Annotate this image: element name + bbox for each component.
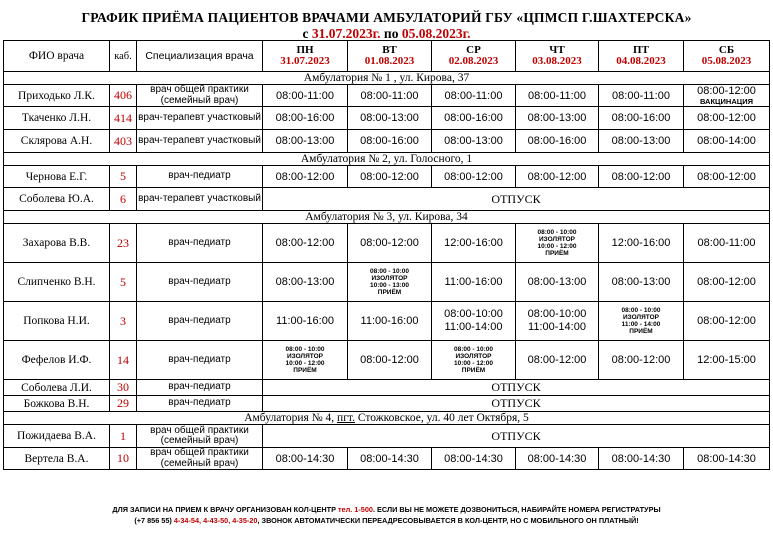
time-range: 08:00 - 10:00 [285,346,325,353]
section-title-part: пгт. [337,412,355,424]
doctor-row [4,302,770,341]
time-cell: 08:00-12:00 [684,302,770,341]
room-number: 23 [110,224,137,263]
specialization: врач общей практики (семейный врач) [137,448,263,470]
doctor-name: Склярова А.Н. [4,130,110,153]
footer-line-1 [0,505,773,515]
doctor-row [4,188,770,211]
time-cell: 08:00-12:00 [684,166,770,188]
time-cell: 08:00-13:00 [516,263,599,302]
time-range: 08:00 - 10:00 [537,229,577,236]
time-cell: 08:00-13:00 [263,130,348,153]
call-center-phone: тел. 1-500 [337,505,373,514]
page-title: ГРАФИК ПРИЁМА ПАЦИЕНТОВ ВРАЧАМИ АМБУЛАТОРИЙ ГБУ «ЦПМСП Г.ШАХТЕРСКА» [81,10,692,25]
time-cell: 08:00-12:00 [348,341,432,380]
time-cell: 08:00-12:00 [599,341,684,380]
doctor-name: Попкова Н.И. [4,302,110,341]
time-cell: 08:00-14:00 [684,130,770,153]
time-cell: 08:00-12:00 [516,341,599,380]
room-number: 14 [110,341,137,380]
reception-label: ПРИЁМ [629,328,653,335]
time-cell: 08:00-13:00 [263,263,348,302]
time-range: 08:00-12:00 [697,84,756,97]
room-number: 5 [110,166,137,188]
time-cell [348,263,432,302]
doctor-name: Соболева Л.И. [4,380,110,396]
time-cell: 08:00-12:00 [516,166,599,188]
time-range: 11:00-14:00 [444,321,503,333]
doctor-name: Захарова В.В. [4,224,110,263]
header-room: каб. [110,41,137,72]
header-row [4,41,770,72]
time-cell: 11:00-16:00 [263,302,348,341]
isolator-label: ИЗОЛЯТОР [623,314,659,321]
time-cell: 08:00-16:00 [599,107,684,130]
time-cell: 12:00-15:00 [684,341,770,380]
footer-line-2 [0,516,773,526]
time-cell: 08:00-11:00 [516,85,599,107]
time-cell: 08:00-12:00 [263,224,348,263]
time-range: 10:00 - 12:00 [537,243,577,250]
header-day: ВТ 01.08.2023 [348,41,432,72]
specialization: врач-терапевт участковый [137,107,263,130]
specialization: врач общей практики (семейный врач) [137,425,263,448]
header-name: ФИО врача [4,41,110,72]
section-title: Амбулатория № 3, ул. Кирова, 34 [4,211,770,224]
room-number: 406 [110,85,137,107]
footer-text: , ЗВОНОК АВТОМАТИЧЕСКИ ПЕРЕАДРЕСОВЫВАЕТСЯ В КОЛ-ЦЕНТР, НО С МОБИЛЬНОГО ОН ПЛАТНЫЙ! [257,516,639,525]
doctor-name: Ткаченко Л.Н. [4,107,110,130]
specialization: врач общей практики (семейный врач) [137,85,263,107]
time-cell: 08:00-12:00 [599,166,684,188]
specialization: врач-педиатр [137,341,263,380]
section-row [4,72,770,85]
period-from-word: с [302,26,309,41]
doctor-row [4,130,770,153]
time-cell [263,341,348,380]
doctor-row [4,107,770,130]
time-cell: 08:00-12:00 [432,166,516,188]
room-number: 6 [110,188,137,211]
time-cell: 08:00-14:30 [348,448,432,470]
specialization: врач-педиатр [137,396,263,412]
section-row [4,211,770,224]
doctor-row [4,448,770,470]
section-title-part: Стожковское, ул. 40 лет Октября, 5 [354,412,529,424]
doctor-row [4,224,770,263]
time-cell: 08:00-13:00 [599,263,684,302]
time-range: 08:00-10:00 [444,308,503,320]
time-cell: 08:00-14:30 [263,448,348,470]
specialization: врач-терапевт участковый [137,130,263,153]
time-cell: 08:00-12:00 [348,224,432,263]
time-range: 11:00 - 14:00 [621,321,661,328]
reception-label: ПРИЁМ [461,367,486,374]
doctor-row [4,263,770,302]
time-cell: 08:00-11:00 [348,85,432,107]
time-cell: 08:00-16:00 [263,107,348,130]
time-cell: 08:00-14:30 [684,448,770,470]
time-cell: 11:00-16:00 [432,263,516,302]
leave-status: ОТПУСК [263,396,770,412]
reception-label: ПРИЁМ [377,289,402,296]
specialization: врач-педиатр [137,166,263,188]
footer-text: (+7 856 55) [134,516,174,525]
time-cell [516,302,599,341]
footer-text: . ЕСЛИ ВЫ НЕ МОЖЕТЕ ДОЗВОНИТЬСЯ, НАБИРАЙТЕ НОМЕРА РЕГИСТРАТУРЫ [372,505,661,514]
footer-text: ДЛЯ ЗАПИСИ НА ПРИЕМ К ВРАЧУ ОРГАНИЗОВАН КОЛ-ЦЕНТР [112,505,338,514]
time-cell: 08:00-12:00 [348,166,432,188]
period-from: 31.07.2023г. [311,26,381,41]
room-number: 403 [110,130,137,153]
time-cell: 08:00-11:00 [432,85,516,107]
leave-status: ОТПУСК [263,380,770,396]
specialization: врач-педиатр [137,380,263,396]
header-day: ЧТ 03.08.2023 [516,41,599,72]
doctor-row [4,85,770,107]
section-row [4,153,770,166]
time-cell: 08:00-13:00 [516,107,599,130]
time-cell [599,302,684,341]
doctor-row [4,425,770,448]
specialization: врач-педиатр [137,302,263,341]
time-cell [516,224,599,263]
section-row [4,412,770,425]
time-cell: 08:00-16:00 [432,107,516,130]
section-title: Амбулатория № 2, ул. Голосного, 1 [4,153,770,166]
period-to: 05.08.2023г. [401,26,471,41]
doctor-name: Фефелов И.Ф. [4,341,110,380]
time-cell: 08:00-13:00 [348,107,432,130]
doctor-row [4,396,770,412]
isolator-label: ИЗОЛЯТОР [539,236,575,243]
doctor-name: Соболева Ю.А. [4,188,110,211]
doctor-name: Чернова Е.Г. [4,166,110,188]
section-title-part: Амбулатория № 4, [244,412,338,424]
doctor-row [4,166,770,188]
time-cell: 08:00-12:00 [684,107,770,130]
time-cell: 08:00-16:00 [348,130,432,153]
header-day: ПН 31.07.2023 [263,41,348,72]
doctor-name: Слипченко В.Н. [4,263,110,302]
time-cell: 08:00-14:30 [599,448,684,470]
time-range: 08:00 - 10:00 [369,268,410,275]
time-range: 10:00 - 12:00 [285,360,325,367]
room-number: 1 [110,425,137,448]
time-cell: 08:00-12:00 [684,263,770,302]
time-range: 08:00 - 10:00 [621,307,661,314]
reception-label: ПРИЁМ [545,250,569,257]
room-number: 5 [110,263,137,302]
leave-status: ОТПУСК [263,425,770,448]
room-number: 3 [110,302,137,341]
room-number: 30 [110,380,137,396]
time-cell: 12:00-16:00 [599,224,684,263]
time-cell: 08:00-11:00 [599,85,684,107]
header-day: СР 02.08.2023 [432,41,516,72]
time-range: 08:00-10:00 [527,308,587,320]
room-number: 10 [110,448,137,470]
schedule-table [3,40,770,470]
time-range: 10:00 - 13:00 [369,282,410,289]
period-to-word: по [383,26,399,41]
header-day: ПТ 04.08.2023 [599,41,684,72]
doctor-row [4,380,770,396]
time-range: 10:00 - 12:00 [453,360,494,367]
header-spec: Специализация врача [137,41,263,72]
isolator-label: ИЗОЛЯТОР [287,353,323,360]
section-title: Амбулатория № 1 , ул. Кирова, 37 [4,72,770,85]
specialization: врач-терапевт участковый [137,188,263,211]
vaccination-label: ВАКЦИНАЦИЯ [700,96,753,106]
room-number: 414 [110,107,137,130]
time-cell [432,302,516,341]
header-day: СБ 05.08.2023 [684,41,770,72]
time-cell: 08:00-11:00 [684,224,770,263]
doctor-name: Приходько Л.К. [4,85,110,107]
specialization: врач-педиатр [137,263,263,302]
time-cell: 08:00-13:00 [432,130,516,153]
time-cell: 11:00-16:00 [348,302,432,341]
time-cell: 08:00-13:00 [599,130,684,153]
room-number: 29 [110,396,137,412]
doctor-name: Божкова В.Н. [4,396,110,412]
isolator-label: ИЗОЛЯТОР [371,275,408,282]
reception-label: ПРИЁМ [293,367,317,374]
time-cell: 08:00-14:30 [432,448,516,470]
time-cell: 08:00-11:00 [263,85,348,107]
doctor-row [4,341,770,380]
time-range: 11:00-14:00 [528,321,586,333]
doctor-name: Вертела В.А. [4,448,110,470]
registry-phones: 4-34-54, 4-43-50, 4-35-20 [173,516,258,525]
doctor-name: Пожидаева В.А. [4,425,110,448]
time-cell [432,341,516,380]
time-cell: 08:00-14:30 [516,448,599,470]
isolator-label: ИЗОЛЯТОР [455,353,492,360]
time-cell: 08:00-16:00 [516,130,599,153]
section-title [4,412,770,425]
time-range: 08:00 - 10:00 [453,346,494,353]
specialization: врач-педиатр [137,224,263,263]
time-cell: 12:00-16:00 [432,224,516,263]
time-cell [684,85,770,107]
leave-status: ОТПУСК [263,188,770,211]
time-cell: 08:00-12:00 [263,166,348,188]
